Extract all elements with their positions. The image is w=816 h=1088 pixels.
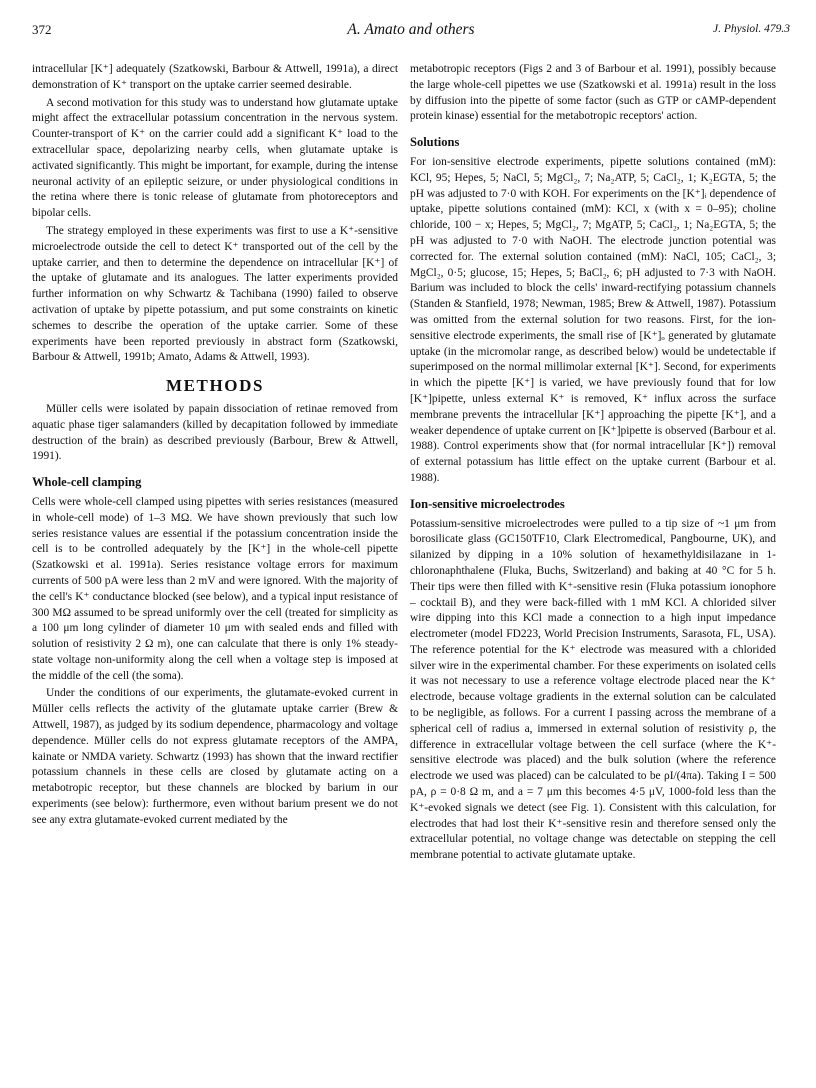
running-header xyxy=(32,22,790,44)
subsection-heading-whole-cell-clamping: Whole-cell clamping xyxy=(32,475,142,490)
section-heading-methods: METHODS xyxy=(165,376,265,396)
paragraph: For ion-sensitive electrode experiments, pipette solutions contained (mM): KCl, 95; Hepes, 5; NaCl, 5; MgCl₂, 7; Na₂ATP, 5; CaCl₂, 1; K₂EGTA, 5; the pH was adjusted to 7·0 with KOH. For experiments on the [K⁺]ᵢ dependence of uptake, pipette solutions contained (mM): KCl, x (with x = 0–95); choline chloride, 100 − x; Hepes, 5; MgCl₂, 7; MgATP, 5; CaCl₂, 1; Na₂EGTA, 5; the pH was adjusted to 7·0 with NaOH. The electrode junction potential was corrected for. The external solution contained (mM): NaCl, 105; CaCl₂, 3; MgCl₂, 0·5; glucose, 15; Hepes, 5; BaCl₂, 6; pH adjusted to 7·3 with NaOH. Barium was included to block the cells' inward-rectifying potassium channels (Standen & Stanfield, 1978; Newman, 1985; Brew & Attwell, 1987). Potassium was omitted from the external solution for two reasons. First, for the ion-sensitive electrode experiments, the small rise of [K⁺]ₒ generated by glutamate uptake (in the micromolar range, as described below) would be undetectable if superimposed on the normal millimolar external [K⁺]. Second, for experiments in which the pipette [K⁺] is varied, we have previously found that for low [K⁺]pipette, unless external K⁺ is removed, K⁺ influx across the surface membrane prevents the intracellular [K⁺] approaching the pipette [K⁺], and a weaker dependence of uptake current on [K⁺]pipette is observed (Barbour et al. 1988). Control experiments show that (for normal intracellular [K⁺]) removal of external potassium has little effect on the uptake current (Barbour et al. 1988). xyxy=(410,155,776,484)
paragraph: A second motivation for this study was to understand how glutamate uptake might affect the extracellular potassium concentration in the nervous system. Counter-transport of K⁺ on the carrier could add a significant K⁺ load to the extracellular space, depolarizing nearby cells, when glutamate uptake is activated significantly. This might be important, for example, during the intense neuronal activity of an epileptic seizure, or under physiological conditions in the retina where there is tonic release of glutamate from photoreceptors and bipolar cells. xyxy=(32,96,398,220)
paragraph: Cells were whole-cell clamped using pipettes with series resistances (measured in whole-cell mode) of 1–3 MΩ. We have shown previously that such low series resistance values are essential if the potassium concentration inside the cell is to be controlled adequately by the [K⁺] in the whole-cell pipette (Szatkowski et al. 1991a). Series resistance voltage errors for maximum currents of 500 pA were less than 2 mV and were ignored. With the majority of the cell's K⁺ conductance blocked (see below), and a typical input resistance of 300 MΩ assumed to be spread uniformly over the cell (treated for simplicity as a 100 μm long cylinder of diameter 10 μm with sealed ends and filled with solution of resistivity 2 Ω m), one can calculate that there is only 1% steady-state voltage non-uniformity along the cell when a voltage step is imposed at the middle of the cell (the soma). xyxy=(32,495,398,682)
paragraph: Under the conditions of our experiments, the glutamate-evoked current in Müller cells reflects the activity of the glutamate uptake carrier (Brew & Attwell, 1987), as judged by its sodium dependence, pharmacology and voltage dependence. Müller cells do not express glutamate receptors of the AMPA, kainate or NMDA variety. Schwartz (1993) has shown that the inward rectifier potassium channels in these cells are closed by glutamate acting on a metabotropic receptor, but these channels are blocked by barium in our experiments (see below): furthermore, even without barium present we do not see any extra glutamate-evoked current mediated by the xyxy=(32,687,398,826)
page-number: 372 xyxy=(32,22,52,37)
paragraph: intracellular [K⁺] adequately (Szatkowski, Barbour & Attwell, 1991a), a direct demonstration of K⁺ transport on the uptake carrier seemed desirable. xyxy=(32,63,398,91)
paragraph: Müller cells were isolated by papain dissociation of retinae removed from aquatic phase tiger salamanders (killed by decapitation followed by immediate destruction of the brain) as described previously (Barbour, Brew & Attwell, 1991). xyxy=(32,402,398,463)
right-column xyxy=(410,62,776,864)
journal-reference: J. Physiol. 479.3 xyxy=(713,23,790,35)
left-column xyxy=(32,62,398,829)
subsection-heading-solutions: Solutions xyxy=(410,135,460,150)
paragraph: Potassium-sensitive microelectrodes were pulled to a tip size of ~1 μm from borosilicate glass (GC150TF10, Clark Electromedical, Pangbourne, UK), and silanized by dipping in a 10% solution of hexamethyldisilazane in 1-chloronaphthalene (Fluka, Buchs, Switzerland) and baking at 40 °C for 5 h. Their tips were then filled with K⁺-sensitive resin (Fluka potassium ionophore – cocktail B), and they were back-filled with 1 mM KCl. A chlorided silver wire dipping into this KCl made a connection to a high input impedance electrometer (model FD223, World Precision Instruments, Sarasota, FL, USA). The reference potential for the K⁺ electrode was measured with a chlorided silver wire in the experimental chamber. For these experiments on isolated cells it was not necessary to use a reference voltage electrode placed near the K⁺ electrode, because voltage gradients in the external solution can be calculated to be negligible, as follows. For a current I passing across the membrane of a spherical cell of radius a, immersed in external solution of resistivity ρ, the difference in extracellular voltage between the cell surface (where the K⁺-sensitive electrode was placed) and the bulk solution (where the reference electrode we used was placed) can be calculated to be ρI/(4πa). Taking I = 500 pA, ρ = 0·8 Ω m, and a = 7 μm this becomes 4·5 μV, 1000-fold less than the K⁺-evoked signals we detect (see Fig. 1). Consistent with this calculation, for electrodes that had lost their K⁺-sensitive resin and therefore sensed only the extracellular potential, no voltage change was detectable on stepping the cell membrane potential to activate glutamate uptake. xyxy=(410,517,776,862)
running-title: A. Amato and others xyxy=(347,21,475,38)
paragraph: metabotropic receptors (Figs 2 and 3 of Barbour et al. 1991), possibly because the large whole-cell pipettes we use (Szatkowski et al. 1991a) result in the loss by diffusion into the pipette of some factor (such as GTP or cAMP-dependent protein kinase) essential for the metabotropic receptors' action. xyxy=(410,63,776,123)
paragraph: The strategy employed in these experiments was first to use a K⁺-sensitive microelectrode outside the cell to detect K⁺ transported out of the cell by the uptake carrier, and then to determine the dependence on intracellular [K⁺] of the uptake of glutamate and its analogues. The latter experiments provided further information on why Schwartz & Tachibana (1990) failed to observe activation of uptake by pipette potassium, and put some constraints on kinetic schemes to describe the operation of the uptake carrier. Some of these experiments have been reported previously in abstract form (Szatkowski, Barbour & Attwell, 1991b; Amato, Adams & Attwell, 1993). xyxy=(32,224,398,364)
subsection-heading-ion-sensitive-microelectrodes: Ion-sensitive microelectrodes xyxy=(410,496,565,511)
